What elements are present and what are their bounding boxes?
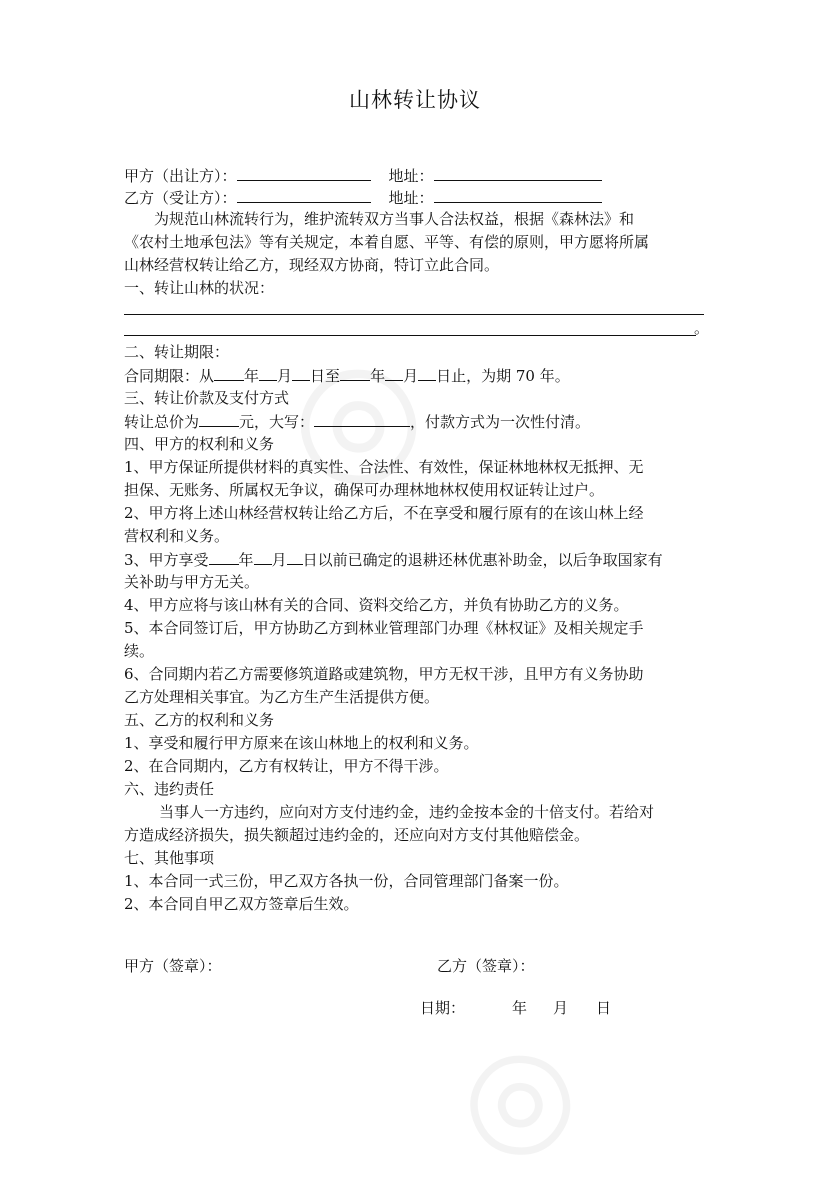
end-month-field[interactable]	[385, 365, 403, 381]
intro-line: 山林经营权转让给乙方，现经双方协商，特订立此合同。	[124, 256, 500, 274]
clause-text: 2、本合同自甲乙双方签章后生效。	[124, 895, 359, 913]
clause-text: 当事人一方违约，应向对方支付违约金，违约金按本金的十倍支付。若给对	[159, 803, 655, 821]
party-a-row	[124, 165, 602, 186]
subsidy-day-field[interactable]	[287, 549, 303, 565]
subsidy-year-field[interactable]	[209, 549, 239, 565]
party-b-row	[124, 187, 602, 208]
party-b-label: 乙方（受让方）：	[124, 189, 237, 207]
clause-text: 担保、无账务、所属权无争议，确保可办理林地林权使用权证转让过户。	[124, 481, 605, 499]
intro-line: 《农村土地承包法》等有关规定，本着自愿、平等、有偿的原则，甲方愿将所属	[124, 233, 650, 251]
clause-text: 关补助与甲方无关。	[124, 573, 260, 591]
clause-text: 1、甲方保证所提供材料的真实性、合法性、有效性，保证林地林权无抵押、无	[124, 458, 644, 476]
clause-text: 5、本合同签订后，甲方协助乙方到林业管理部门办理《林权证》及相关规定手	[124, 619, 644, 637]
party-a-address-field[interactable]	[434, 165, 602, 181]
clause-text: 2、甲方将上述山林经营权转让给乙方后，不在享受和履行原有的在该山林上经	[124, 504, 644, 522]
subsidy-month-field[interactable]	[254, 549, 272, 565]
section-4-heading: 四、甲方的权利和义务	[124, 435, 275, 453]
document-title: 山林转让协议	[349, 88, 481, 112]
clause-text: 方造成经济损失，损失额超过违约金的，还应向对方支付其他赔偿金。	[124, 826, 590, 844]
section-1-heading: 一、转让山林的状况：	[124, 279, 275, 297]
clause-text: 乙方处理相关事宜。为乙方生产生活提供方便。	[124, 688, 440, 706]
start-year-field[interactable]	[214, 365, 244, 381]
party-a-label: 甲方（出让方）：	[124, 167, 237, 185]
date-label: 日期：	[420, 999, 466, 1017]
date-month-label: 月	[553, 999, 569, 1017]
clause-text: 6、合同期内若乙方需要修筑道路或建筑物，甲方无权干涉，且甲方有义务协助	[124, 665, 644, 683]
party-b-address-field[interactable]	[434, 187, 602, 203]
forest-status-blank-line[interactable]	[124, 335, 696, 336]
subsidy-clause-line: 3、甲方享受 年 月 日以前已确定的退耕还林优惠补助金，以后争取国家有	[124, 551, 663, 569]
party-a-address-label: 地址：	[388, 167, 434, 185]
end-day-field[interactable]	[418, 365, 436, 381]
clause-text: 1、本合同一式三份，甲乙双方各执一份，合同管理部门备案一份。	[124, 872, 569, 890]
end-year-field[interactable]	[340, 365, 370, 381]
clause-text: 4、甲方应将与该山林有关的合同、资料交给乙方，并负有协助乙方的义务。	[124, 596, 629, 614]
price-amount-field[interactable]	[199, 411, 239, 427]
contract-term-line: 合同期限：从 年 月 日至 年 月 日止，为期 70 年。	[124, 367, 570, 385]
section-5-heading: 五、乙方的权利和义务	[124, 711, 275, 729]
section-7-heading: 七、其他事项	[124, 849, 215, 867]
period-mark: 。	[694, 319, 710, 337]
date-day-label: 日	[596, 999, 612, 1017]
party-b-address-label: 地址：	[388, 189, 434, 207]
start-day-field[interactable]	[292, 365, 310, 381]
price-in-words-field[interactable]	[314, 411, 410, 427]
party-a-name-field[interactable]	[237, 165, 371, 181]
section-3-heading: 三、转让价款及支付方式	[124, 389, 290, 407]
forest-status-blank-line[interactable]	[124, 314, 704, 315]
section-2-heading: 二、转让期限：	[124, 343, 230, 361]
clause-text: 营权利和义务。	[124, 527, 230, 545]
clause-text: 续。	[124, 642, 155, 660]
section-6-heading: 六、违约责任	[124, 780, 215, 798]
party-b-signature-label: 乙方（签章）：	[437, 957, 535, 975]
price-line: 转让总价为 元，大写： ，付款方式为一次性付清。	[124, 413, 591, 431]
party-b-name-field[interactable]	[237, 187, 371, 203]
intro-line: 为规范山林流转行为，维护流转双方当事人合法权益，根据《森林法》和	[154, 210, 635, 228]
clause-text: 1、享受和履行甲方原来在该山林地上的权利和义务。	[124, 734, 479, 752]
clause-text: 2、在合同期内，乙方有权转让，甲方不得干涉。	[124, 757, 449, 775]
start-month-field[interactable]	[259, 365, 277, 381]
watermark	[437, 1001, 617, 1191]
party-a-signature-label: 甲方（签章）：	[124, 957, 222, 975]
date-year-label: 年	[512, 999, 528, 1017]
